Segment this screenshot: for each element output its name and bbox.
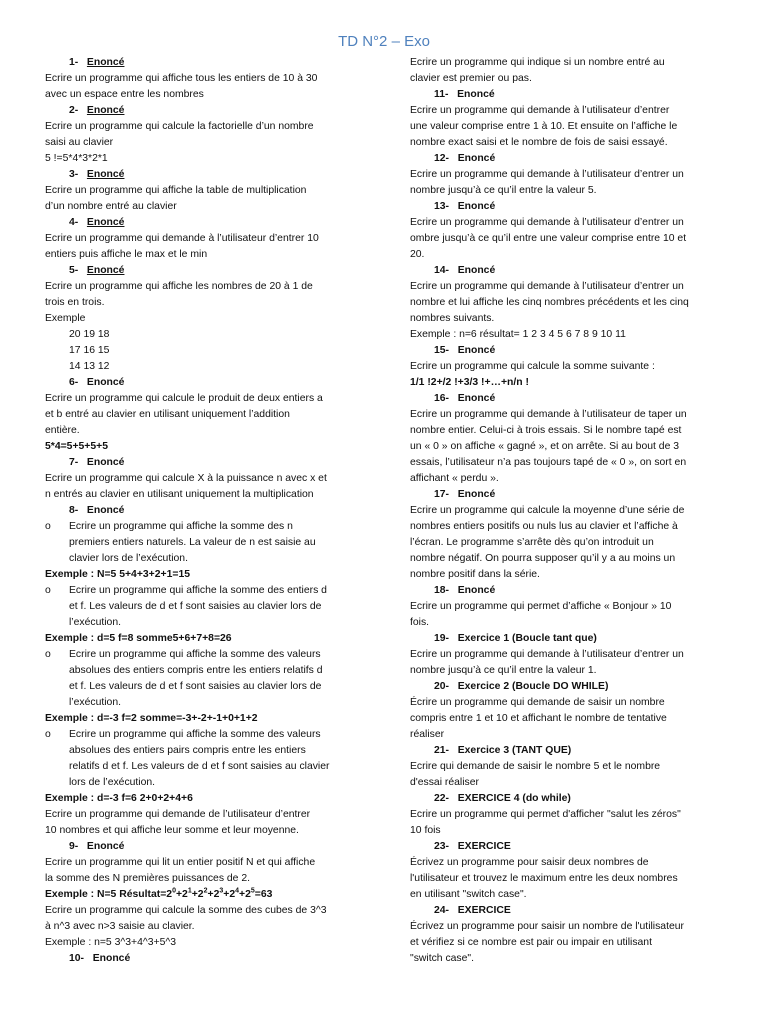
exercise-heading bbox=[45, 103, 365, 119]
text-line: Ecrire un programme qui demande à l’utilisateur d’entrer un bbox=[410, 217, 684, 228]
example-line: 5*4=5+5+5+5 bbox=[45, 441, 108, 452]
exercise-label: Exercice 2 (Boucle DO WHILE) bbox=[457, 681, 609, 692]
exercise-label: Enoncé bbox=[92, 953, 131, 964]
text-line: Ecrire un programme qui permet d’affiche « Bonjour » 10 bbox=[410, 601, 672, 612]
text-line: Exemple : n=6 résultat= 1 2 3 4 5 6 7 8 9 10 11 bbox=[410, 329, 626, 340]
exponent: 4 bbox=[235, 887, 240, 895]
text-line: Ecrire un programme qui calcule la somme des cubes de 3^3 bbox=[45, 905, 327, 916]
example-line: Exemple : d=-3 f=6 2+0+2+4+6 bbox=[45, 793, 193, 804]
text-line: Ecrire un programme qui demande à l’utilisateur d’entrer 10 bbox=[45, 233, 319, 244]
text-line: fois. bbox=[410, 617, 430, 628]
exercise-number: 22- bbox=[434, 793, 450, 804]
document-title: TD N°2 – Exo bbox=[338, 33, 430, 50]
exercise-heading bbox=[410, 583, 732, 599]
exercise-label: Enoncé bbox=[86, 57, 125, 68]
term: +2 bbox=[191, 889, 204, 900]
exercise-number: 19- bbox=[434, 633, 450, 644]
text-line: l'utilisateur et trouvez le maximum entre les deux nombres bbox=[410, 873, 678, 884]
exercise-number: 20- bbox=[434, 681, 450, 692]
text-line: nombre exact saisi et le nombre de fois de saisi essayé. bbox=[410, 137, 668, 148]
text-line: l’écran. Le programme s’arrête dès qu’on introduit un bbox=[410, 537, 654, 548]
text-line: Exemple bbox=[45, 313, 86, 324]
text-line: Ecrire un programme qui demande à l’utilisateur d’entrer bbox=[410, 105, 670, 116]
exercise-label: Exercice 1 (Boucle tant que) bbox=[457, 633, 597, 644]
text-line: nombres suivants. bbox=[410, 313, 495, 324]
exercise-number: 1- bbox=[69, 57, 79, 68]
exercise-label: Enoncé bbox=[86, 217, 125, 228]
example-row: 20 19 18 bbox=[69, 329, 110, 340]
bullet-continuation: relatifs d et f. Les valeurs de d et f sont saisies au clavier bbox=[69, 761, 330, 772]
exponent: 1 bbox=[187, 887, 192, 895]
text-line: et vérifiez si ce nombre est pair ou impair en utilisant bbox=[410, 937, 652, 948]
exercise-heading bbox=[410, 391, 732, 407]
text-line: compris entre 1 et 10 et affichant le nombre de tentative bbox=[410, 713, 667, 724]
example-line: Exemple : d=-3 f=2 somme=-3+-2+-1+0+1+2 bbox=[45, 713, 258, 724]
term: +2 bbox=[175, 889, 188, 900]
text-line: Ecrire un programme qui demande à l’utilisateur d’entrer un bbox=[410, 649, 684, 660]
exercise-label: EXERCICE bbox=[457, 905, 511, 916]
exercise-heading bbox=[45, 215, 365, 231]
bullet-item: o Ecrire un programme qui affiche la somme des n bbox=[45, 519, 365, 535]
text-line: entiers puis affiche le max et le min bbox=[45, 249, 208, 260]
exercise-heading bbox=[410, 903, 732, 919]
text-line: en utilisant "switch case". bbox=[410, 889, 527, 900]
text-line: Ecrire un programme qui demande de l’utilisateur d’entrer bbox=[45, 809, 311, 820]
text-line: Ecrire un programme qui affiche les nombres de 20 à 1 de bbox=[45, 281, 313, 292]
text-line: nombre et lui affiche les cinq nombres précédents et les cinq bbox=[410, 297, 689, 308]
text-line: Ecrire qui demande de saisir le nombre 5 et le nombre bbox=[410, 761, 661, 772]
exercise-heading bbox=[45, 455, 365, 471]
text-line: nombre positif dans la série. bbox=[410, 569, 540, 580]
exercise-number: 14- bbox=[434, 265, 450, 276]
exercise-heading bbox=[410, 743, 732, 759]
term: +2 bbox=[207, 889, 220, 900]
example-line bbox=[45, 887, 365, 903]
bullet-continuation: l’exécution. bbox=[69, 697, 121, 708]
example-prefix: Exemple : N=5 Résultat=2 bbox=[45, 889, 173, 900]
exercise-label: EXERCICE bbox=[457, 841, 511, 852]
text-line: réaliser bbox=[410, 729, 445, 740]
exponent: 5 bbox=[250, 887, 255, 895]
text-line: 10 fois bbox=[410, 825, 441, 836]
bullet-continuation: clavier lors de l’exécution. bbox=[69, 553, 188, 564]
text-line: une valeur comprise entre 1 à 10. Et ensuite on l’affiche le bbox=[410, 121, 678, 132]
text-line: d'essai réaliser bbox=[410, 777, 479, 788]
exercise-label: Enoncé bbox=[86, 457, 125, 468]
term: +2 bbox=[239, 889, 251, 900]
text-line: Ecrire un programme qui calcule la moyenne d’une série de bbox=[410, 505, 685, 516]
example-line: 1/1 !2+/2 !+3/3 !+…+n/n ! bbox=[410, 377, 529, 388]
exercise-heading bbox=[410, 343, 732, 359]
exercise-heading bbox=[410, 839, 732, 855]
exercise-label: Enoncé bbox=[457, 393, 496, 404]
text-line: Ecrire un programme qui calcule le produit de deux entiers a bbox=[45, 393, 323, 404]
exercise-label: Enoncé bbox=[457, 89, 495, 100]
text-line: nombre jusqu’à ce qu’il entre la valeur 1. bbox=[410, 665, 597, 676]
exercise-label: Enoncé bbox=[86, 841, 125, 852]
example-line: Exemple : N=5 5+4+3+2+1=15 bbox=[45, 569, 191, 580]
exponent: 0 bbox=[172, 887, 176, 895]
text-line: un « 0 » on affiche « gagné », et on arrête. Si au bout de 3 bbox=[410, 441, 680, 452]
text-line: et b entré au clavier en utilisant uniquement l’addition bbox=[45, 409, 290, 420]
exercise-number: 5- bbox=[69, 265, 79, 276]
exercise-number: 21- bbox=[434, 745, 450, 756]
exercise-label: Exercice 3 (TANT QUE) bbox=[457, 745, 572, 756]
bullet-continuation: lors de l’exécution. bbox=[69, 777, 156, 788]
exercise-heading bbox=[45, 503, 365, 519]
exercise-label: Enoncé bbox=[457, 345, 496, 356]
exercise-number: 24- bbox=[434, 905, 450, 916]
text-line: Ecrire un programme qui indique si un nombre entré au bbox=[410, 57, 665, 68]
text-line: Ecrire un programme qui affiche tous les entiers de 10 à 30 bbox=[45, 73, 318, 84]
exercise-heading bbox=[410, 631, 732, 647]
bullet-continuation: absolues des entiers compris entre les entiers relatifs d bbox=[69, 665, 323, 676]
exercise-number: 2- bbox=[69, 105, 79, 116]
exercise-heading bbox=[410, 263, 732, 279]
exercise-number: 11- bbox=[434, 89, 449, 100]
exercise-label: Enoncé bbox=[86, 505, 125, 516]
exercise-number: 16- bbox=[434, 393, 450, 404]
text-line: saisi au clavier bbox=[45, 137, 114, 148]
exercise-number: 12- bbox=[434, 153, 450, 164]
text-line: essais, l’utilisateur n’a pas toujours tapé de « 0 », on sort en bbox=[410, 457, 687, 468]
text-line: ombre jusqu’à ce qu’il entre une valeur comprise entre 10 et bbox=[410, 233, 687, 244]
bullet-continuation: l’exécution. bbox=[69, 617, 121, 628]
example-line: Exemple : d=5 f=8 somme5+6+7+8=26 bbox=[45, 633, 232, 644]
text-line: nombre jusqu’à ce qu’il entre la valeur 5. bbox=[410, 185, 597, 196]
exercise-number: 8- bbox=[69, 505, 79, 516]
exercise-number: 18- bbox=[434, 585, 450, 596]
text-line: "switch case". bbox=[410, 953, 474, 964]
exercise-heading bbox=[410, 199, 732, 215]
exercise-heading bbox=[410, 791, 732, 807]
text-line: Ecrire un programme qui permet d'afficher "salut les zéros" bbox=[410, 809, 681, 820]
right-column bbox=[410, 55, 732, 967]
bullet-item: o Ecrire un programme qui affiche la somme des valeurs bbox=[45, 727, 365, 743]
exercise-heading bbox=[45, 55, 365, 71]
example-row: 14 13 12 bbox=[69, 361, 110, 372]
text-line: 20. bbox=[410, 249, 425, 260]
text-line: Ecrire un programme qui demande à l’utilisateur d’entrer un bbox=[410, 281, 684, 292]
text-line: Ecrire un programme qui demande à l’utilisateur de taper un bbox=[410, 409, 687, 420]
exercise-number: 10- bbox=[69, 953, 85, 964]
exercise-number: 7- bbox=[69, 457, 79, 468]
exercise-heading bbox=[410, 87, 732, 103]
exercise-number: 9- bbox=[69, 841, 79, 852]
exercise-number: 4- bbox=[69, 217, 79, 228]
text-line: la somme des N premières puissances de 2. bbox=[45, 873, 251, 884]
term: =63 bbox=[254, 889, 273, 900]
exercise-number: 3- bbox=[69, 169, 79, 180]
text-line: n entrés au clavier en utilisant uniquement la multiplication bbox=[45, 489, 314, 500]
exercise-number: 15- bbox=[434, 345, 450, 356]
exercise-heading bbox=[45, 839, 365, 855]
bullet-continuation: absolues des entiers pairs compris entre les entiers bbox=[69, 745, 306, 756]
text-line: Ecrire un programme qui affiche la table de multiplication bbox=[45, 185, 307, 196]
exercise-label: EXERCICE 4 (do while) bbox=[457, 793, 571, 804]
text-line: Exemple : n=5 3^3+4^3+5^3 bbox=[45, 937, 177, 948]
exercise-label: Enoncé bbox=[457, 489, 496, 500]
text-line: 10 nombres et qui affiche leur somme et leur moyenne. bbox=[45, 825, 299, 836]
text-line: Ecrire un programme qui lit un entier positif N et qui affiche bbox=[45, 857, 316, 868]
text-line: Ecrire un programme qui calcule X à la puissance n avec x et bbox=[45, 473, 327, 484]
exercise-label: Enoncé bbox=[457, 153, 496, 164]
exercise-label: Enoncé bbox=[86, 105, 125, 116]
exercise-heading bbox=[45, 263, 365, 279]
exercise-label: Enoncé bbox=[457, 585, 496, 596]
text-line: Ecrire un programme qui demande à l’utilisateur d’entrer un bbox=[410, 169, 684, 180]
exercise-heading bbox=[45, 951, 365, 967]
text-line: à n^3 avec n>3 saisie au clavier. bbox=[45, 921, 195, 932]
exercise-heading bbox=[410, 679, 732, 695]
exercise-heading bbox=[410, 487, 732, 503]
text-line: Ecrire un programme qui calcule la factorielle d’un nombre bbox=[45, 121, 314, 132]
bullet-continuation: premiers entiers naturels. La valeur de n est saisie au bbox=[69, 537, 316, 548]
exercise-number: 13- bbox=[434, 201, 450, 212]
text-line: clavier est premier ou pas. bbox=[410, 73, 532, 84]
exercise-number: 17- bbox=[434, 489, 450, 500]
text-line: 5 !=5*4*3*2*1 bbox=[45, 153, 108, 164]
bullet-continuation: et f. Les valeurs de d et f sont saisies au clavier lors de bbox=[69, 601, 322, 612]
text-line: d’un nombre entré au clavier bbox=[45, 201, 177, 212]
exercise-label: Enoncé bbox=[457, 201, 496, 212]
text-line: avec un espace entre les nombres bbox=[45, 89, 204, 100]
text-line: nombre entier. Celui-ci à trois essais. Si le nombre tapé est bbox=[410, 425, 682, 436]
text-line: affichant « perdu ». bbox=[410, 473, 499, 484]
exercise-label: Enoncé bbox=[457, 265, 496, 276]
exponent: 2 bbox=[203, 887, 208, 895]
text-line: entière. bbox=[45, 425, 80, 436]
example-row: 17 16 15 bbox=[69, 345, 110, 356]
left-column bbox=[45, 55, 365, 967]
bullet-item: o Ecrire un programme qui affiche la somme des valeurs bbox=[45, 647, 365, 663]
exercise-heading bbox=[45, 167, 365, 183]
bullet-item: o Ecrire un programme qui affiche la somme des entiers d bbox=[45, 583, 365, 599]
text-line: trois en trois. bbox=[45, 297, 105, 308]
exponent: 3 bbox=[219, 887, 224, 895]
exercise-heading bbox=[45, 375, 365, 391]
text-line: nombres entiers positifs ou nuls lus au clavier et l’affiche à bbox=[410, 521, 678, 532]
exercise-heading bbox=[410, 151, 732, 167]
term: +2 bbox=[223, 889, 236, 900]
exercise-label: Enoncé bbox=[86, 377, 125, 388]
text-line: Ecrire un programme qui calcule la somme suivante : bbox=[410, 361, 655, 372]
bullet-continuation: et f. Les valeurs de d et f sont saisies au clavier lors de bbox=[69, 681, 322, 692]
text-line: Écrire un programme qui demande de saisir un nombre bbox=[410, 697, 665, 708]
text-line: nombre négatif. On pourra supposer qu’il y a au moins un bbox=[410, 553, 676, 564]
exercise-label: Enoncé bbox=[86, 169, 125, 180]
exercise-number: 6- bbox=[69, 377, 79, 388]
exercise-label: Enoncé bbox=[86, 265, 125, 276]
text-line: Écrivez un programme pour saisir un nombre de l'utilisateur bbox=[410, 921, 684, 932]
text-line: Écrivez un programme pour saisir deux nombres de bbox=[410, 857, 649, 868]
exercise-number: 23- bbox=[434, 841, 450, 852]
